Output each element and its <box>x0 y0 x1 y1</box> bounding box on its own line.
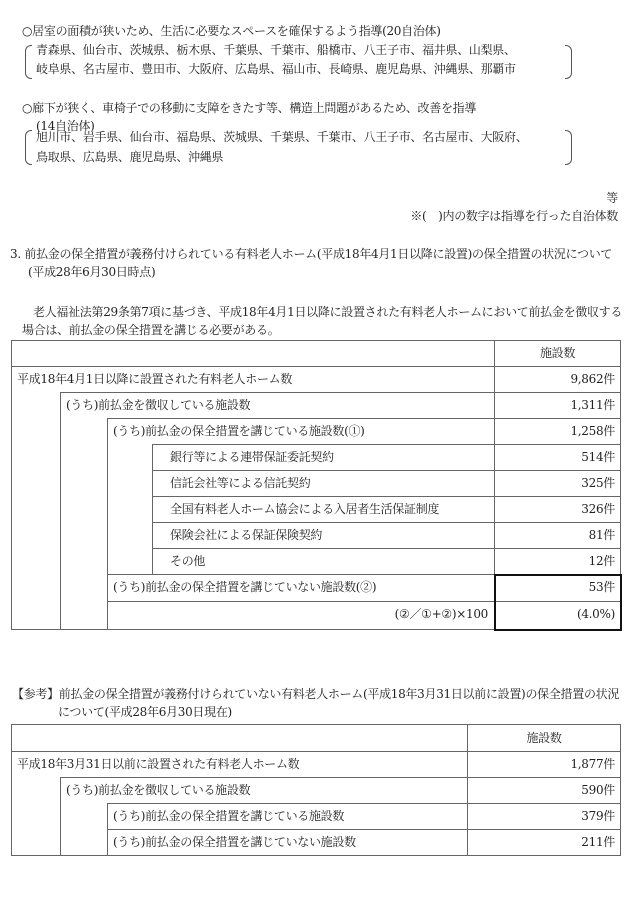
table-row-label: (うち)前払金を徴収している施設数 <box>66 398 251 412</box>
row-divider <box>107 418 621 419</box>
table-row-label: (うち)前払金の保全措置を講じている施設数(①) <box>113 424 365 438</box>
reference-subtitle: について(平成28年6月30日現在) <box>58 705 232 719</box>
table-row-value: 590件 <box>581 783 615 797</box>
indent-divider <box>107 418 108 630</box>
section-3-paragraph-1: 老人福祉法第29条第7項に基づき、平成18年4月1日以降に設置された有料老人ホームにおいて前払金を徴収する <box>33 305 623 319</box>
section-3-paragraph-2: 場合は、前払金の保全措置を講じる必要がある。 <box>22 323 280 337</box>
row-divider <box>152 496 621 497</box>
table-row-label: 銀行等による連帯保証委託契約 <box>170 450 334 464</box>
open-bracket-icon <box>25 45 32 79</box>
table-row-label: 平成18年3月31日以前に設置された有料老人ホーム数 <box>17 757 300 771</box>
row-divider <box>152 470 621 471</box>
guidance-1-heading: ○居室の面積が狭いため、生活に必要なスペースを確保するよう指導(20自治体) <box>22 24 441 38</box>
column-header-facility-count: 施設数 <box>526 731 562 745</box>
reference-title: 【参考】前払金の保全措置が義務付けられていない有料老人ホーム(平成18年3月31日以前に設置)の保全措置の状況 <box>12 687 620 701</box>
row-divider <box>60 777 621 778</box>
open-bracket-icon <box>25 130 32 165</box>
table-row-value: 211件 <box>581 835 615 849</box>
table-row-value: 81件 <box>588 528 615 542</box>
table-row-value: 326件 <box>581 502 615 516</box>
guidance-2-count: (14自治体) <box>36 119 95 133</box>
guidance-2-heading: ○廊下が狭く、車椅子での移動に支障をきたす等、構造上問題があるため、改善を指導 <box>22 101 477 115</box>
table-row-value: 1,311件 <box>570 398 615 412</box>
table-row-label: 全国有料老人ホーム協会による入居者生活保証制度 <box>170 502 440 516</box>
row-divider <box>152 522 621 523</box>
column-header-facility-count: 施設数 <box>539 346 576 360</box>
indent-divider <box>152 444 153 574</box>
ratio-formula-label: (②／①+②)×100 <box>394 607 488 621</box>
table-row-label: 保険会社による保証保険契約 <box>170 528 323 542</box>
row-divider <box>11 366 621 367</box>
footnote: ※( )内の数字は指導を行った自治体数 <box>410 209 618 223</box>
row-divider <box>11 751 621 752</box>
table-row-value: 12件 <box>588 554 615 568</box>
guidance-1-line-1: 青森県、仙台市、茨城県、栃木県、千葉県、千葉市、船橋市、八王子市、福井県、山梨県、 <box>36 43 516 57</box>
table-row-value: 53件 <box>588 580 615 594</box>
table-row-label: 信託会社等による信託契約 <box>170 476 311 490</box>
section-3-title: 3. 前払金の保全措置が義務付けられている有料老人ホーム(平成18年4月1日以降に設置)の保全措置の状況について <box>10 247 613 261</box>
highlight-box <box>494 574 622 631</box>
guidance-1-line-2: 岐阜県、名古屋市、豊田市、大阪府、広島県、福山市、長崎県、鹿児島県、沖縄県、那覇市 <box>36 62 516 76</box>
section-3-subtitle: (平成28年6月30日時点) <box>28 265 156 279</box>
row-divider <box>107 829 621 830</box>
row-divider <box>107 803 621 804</box>
row-divider <box>152 444 621 445</box>
row-divider <box>152 548 621 549</box>
table-row-value: 1,258件 <box>570 424 615 438</box>
etc-note: 等 <box>606 191 618 205</box>
close-bracket-icon <box>565 45 572 79</box>
guidance-2-line-2: 鳥取県、広島県、鹿児島県、沖縄県 <box>36 150 224 164</box>
table-row-label: (うち)前払金の保全措置を講じていない施設数 <box>113 835 356 849</box>
table-row-label: (うち)前払金を徴収している施設数 <box>66 783 251 797</box>
guidance-2-line-1: 旭川市、岩手県、仙台市、福島県、茨城県、千葉県、千葉市、八王子市、名古屋市、大阪府、 <box>36 130 528 144</box>
ratio-value: (4.0%) <box>576 607 615 621</box>
table-row-value: 1,877件 <box>570 757 615 771</box>
table-row-value: 379件 <box>581 809 615 823</box>
table-row-value: 514件 <box>581 450 615 464</box>
table-row-label: 平成18年4月1日以降に設置された有料老人ホーム数 <box>17 372 293 386</box>
table-row-value: 325件 <box>581 476 615 490</box>
table-row-value: 9,862件 <box>570 372 615 386</box>
table-row-label: その他 <box>170 554 206 568</box>
close-bracket-icon <box>565 130 572 165</box>
indent-divider <box>60 777 61 856</box>
row-divider <box>60 392 621 393</box>
indent-divider <box>60 392 61 630</box>
table-row-label: (うち)前払金の保全措置を講じていない施設数(②) <box>113 580 377 594</box>
table-row-label: (うち)前払金の保全措置を講じている施設数 <box>113 809 345 823</box>
